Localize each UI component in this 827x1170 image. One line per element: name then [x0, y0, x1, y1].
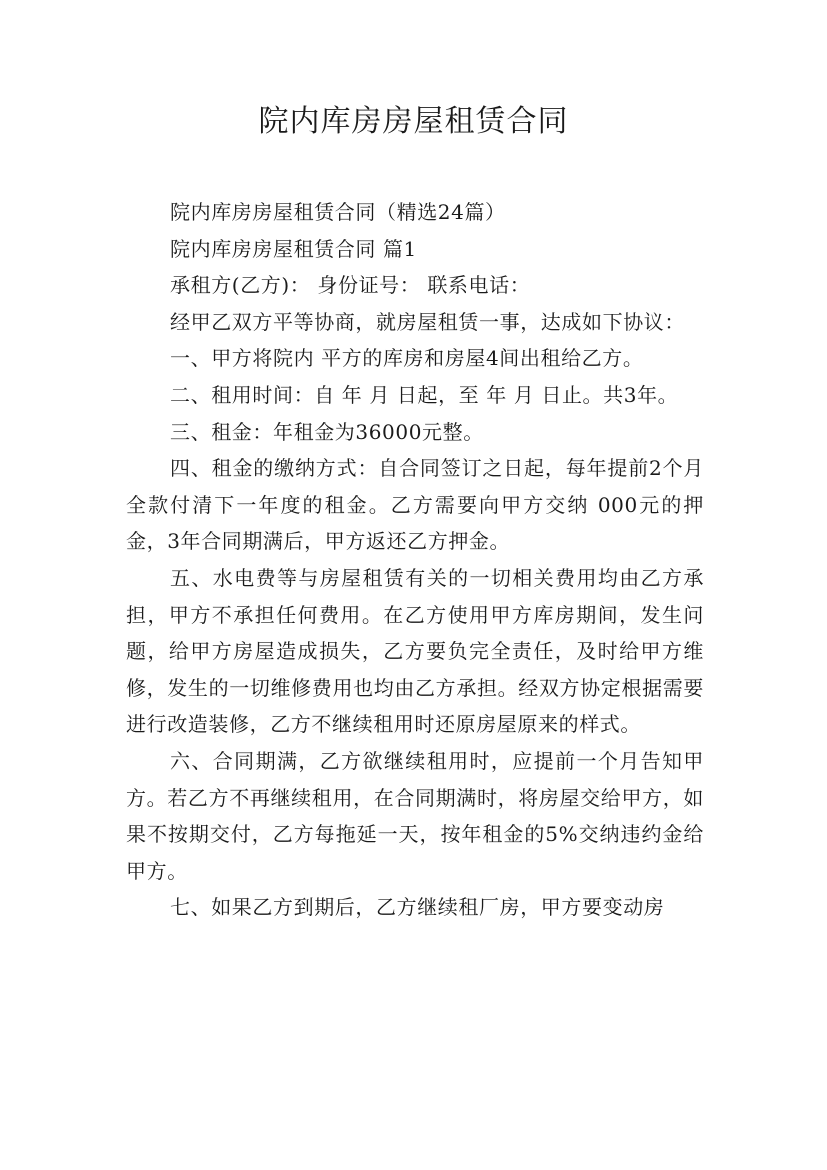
- document-title: 院内库房房屋租赁合同: [258, 104, 569, 139]
- paragraph-chapter-heading: 院内库房房屋租赁合同 篇1: [170, 236, 417, 261]
- paragraph-lessee-info: 承租方(乙方)： 身份证号： 联系电话：: [170, 273, 531, 298]
- paragraph-clause-2: 二、租用时间：自 年 月 日起，至 年 月 日止。共3年。: [170, 382, 679, 407]
- paragraph-clause-1: 一、甲方将院内 平方的库房和房屋4间出租给乙方。: [170, 346, 644, 371]
- paragraph-clause-7: 七、如果乙方到期后，乙方继续租厂房，甲方要变动房: [170, 895, 665, 920]
- paragraph-agreement-intro: 经甲乙双方平等协商，就房屋租赁一事，达成如下协议：: [170, 309, 685, 334]
- paragraph-clause-5: 五、水电费等与房屋租赁有关的一切相关费用均由乙方承担，甲方不承担任何费用。在乙方使用甲方库房期间，发生问题，给甲方房屋造成损失，乙方要负完全责任，及时给甲方维修，发生的一切维修费用也均由乙方承担。经双方协定根据需要进行改造装修，乙方不继续租用时还原房屋原来的样式。: [126, 565, 704, 737]
- paragraph-clause-4: 四、租金的缴纳方式：自合同签订之日起，每年提前2个月全款付清下一年度的租金。乙方需要向甲方交纳 000元的押金，3年合同期满后，甲方返还乙方押金。: [126, 456, 704, 554]
- paragraph-subtitle: 院内库房房屋租赁合同（精选24篇）: [170, 200, 506, 224]
- document-body: [126, 194, 704, 926]
- paragraph-clause-3: 三、租金：年租金为36000元整。: [170, 419, 484, 444]
- paragraph-clause-6: 六、合同期满，乙方欲继续租用时，应提前一个月告知甲方。若乙方不再继续租用，在合同期满时，将房屋交给甲方，如果不按期交付，乙方每拖延一天，按年租金的5%交纳违约金给甲方。: [126, 748, 704, 883]
